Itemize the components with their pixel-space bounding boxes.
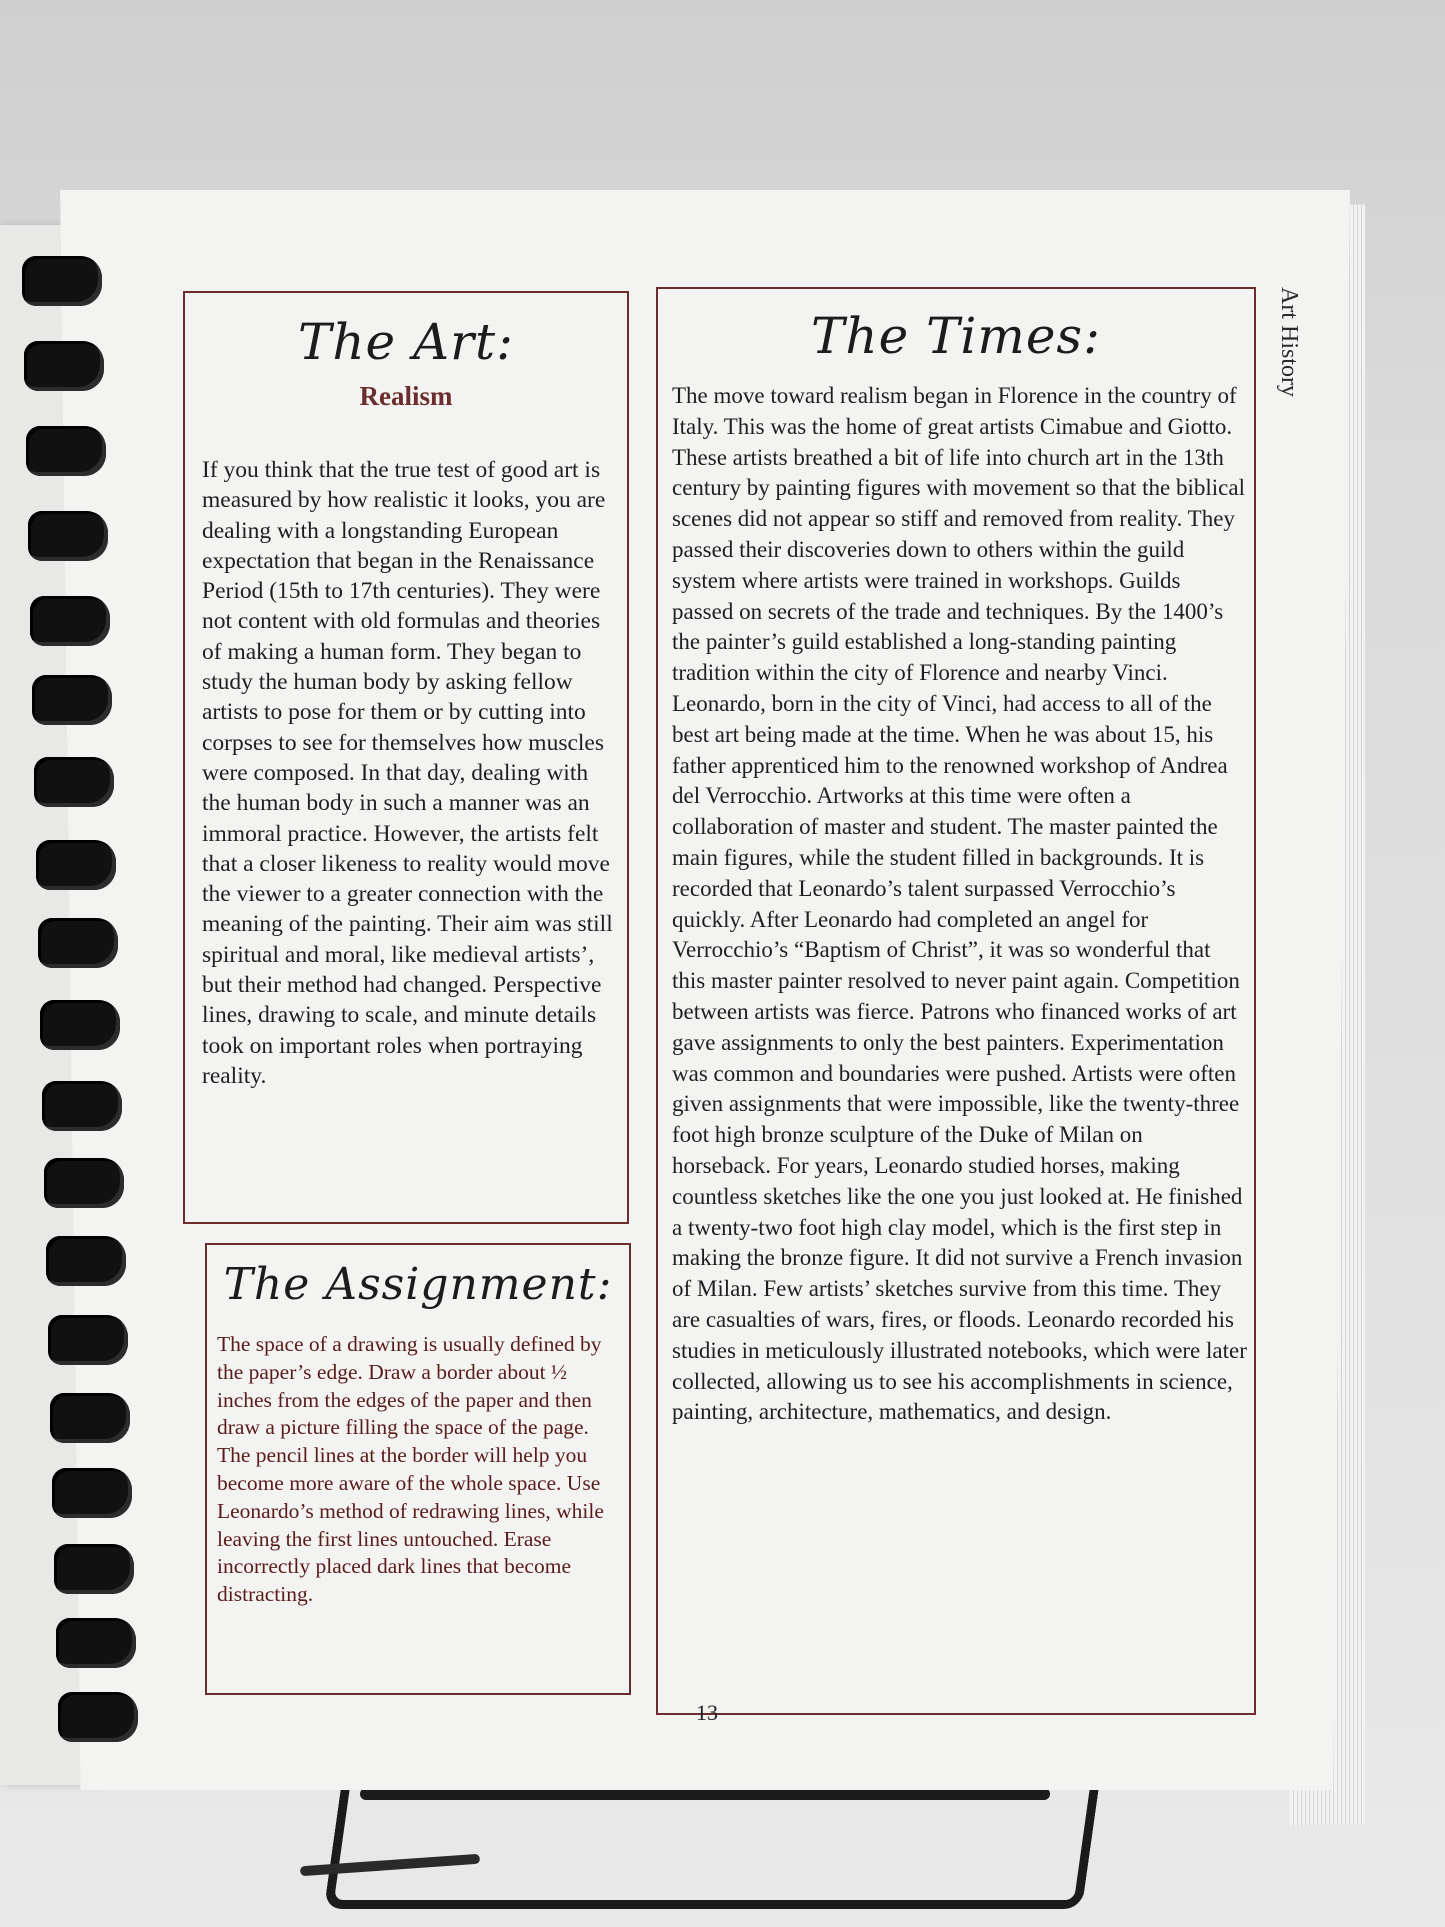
- assignment-section-title: The Assignment:: [223, 1259, 613, 1310]
- spiral-ring: [32, 675, 112, 725]
- running-header: Art History: [1276, 287, 1302, 397]
- art-section-subtitle: Realism: [359, 381, 453, 411]
- spiral-ring: [34, 757, 114, 807]
- spiral-ring: [42, 1081, 122, 1131]
- spiral-ring: [30, 596, 110, 646]
- spiral-ring: [54, 1544, 134, 1594]
- spiral-ring: [44, 1158, 124, 1208]
- spiral-ring: [56, 1618, 136, 1668]
- times-section-title: The Times:: [811, 307, 1101, 365]
- spiral-ring: [48, 1315, 128, 1365]
- spiral-ring: [40, 1000, 120, 1050]
- assignment-section-body: The space of a drawing is usually defined by the paper’s edge. Draw a border about ½ inches from the edges of the paper and then draw a picture filling the space of the page. The pencil lines at the border will help you become more aware of the whole space. Use Leonardo’s method of redrawing lines, while leaving the first lines untouched. Erase incorrectly placed dark lines that become distracting.: [217, 1332, 604, 1607]
- spiral-ring: [26, 426, 106, 476]
- spiral-ring: [22, 256, 102, 306]
- art-section-body: If you think that the true test of good art is measured by how realistic it looks, you are dealing with a longstanding European expectation that began in the Renaissance Period (15th to 17th centuries). They were not content with old formulas and theories of making a human form. They began to study the human body by asking fellow artists to pose for them or by cutting into corpses to see for themselves how muscles were composed. In that day, dealing with the human body in such a manner was an immoral practice. However, the artists felt that a closer likeness to reality would move the viewer to a greater connection with the meaning of the painting. Their aim was still spiritual and moral, like medieval artists’, but their method had changed. Perspective lines, drawing to scale, and minute details took on important roles when portraying reality.: [202, 457, 613, 1089]
- spiral-ring: [46, 1236, 126, 1286]
- spiral-ring: [38, 918, 118, 968]
- spiral-ring: [50, 1393, 130, 1443]
- spiral-ring: [28, 511, 108, 561]
- page-number: 13: [696, 1700, 718, 1725]
- spiral-ring: [36, 840, 116, 890]
- spiral-ring: [24, 341, 104, 391]
- times-section-body: The move toward realism began in Florence in the country of Italy. This was the home of great artists Cimabue and Giotto. These artists breathed a bit of life into church art in the 13th century by painting figures with movement so that the biblical scenes did not appear so stiff and removed from reality. They passed their discoveries down to others within the guild system where artists were trained in workshops. Guilds passed on secrets of the trade and techniques. By the 1400’s the painter’s guild established a long-standing painting tradition within the city of Florence and nearby Vinci. Leonardo, born in the city of Vinci, had access to all of the best art being made at the time. When he was about 15, his father apprenticed him to the renowned workshop of Andrea del Verrocchio. Artworks at this time were often a collaboration of master and student. The master painted the main figures, while the student filled in backgrounds. It is recorded that Leonardo’s talent surpassed Verrocchio’s quickly. After Leonardo had completed an angel for Verrocchio’s “Baptism of Christ”, it was so wonderful that this master painter resolved to never paint again. Competition between artists was fierce. Patrons who financed works of art gave assignments to only the best painters. Experimentation was common and boundaries were pushed. Artists were often given assignments that were impossible, like the twenty-three foot high bronze sculpture of the Duke of Milan on horseback. For years, Leonardo studied horses, making countless sketches like the one you just looked at. He finished a twenty-two foot high clay model, which is the first step in making the bronze figure. It did not survive a French invasion of Milan. Few artists’ sketches survive from this time. They are casualties of wars, fires, or floods. Leonardo recorded his studies in meticulously illustrated notebooks, which were later collected, allowing us to see his accomplishments in science, painting, architecture, mathematics, and design.: [672, 383, 1247, 1425]
- art-section-box: [183, 291, 629, 1224]
- times-section-box: [656, 287, 1256, 1715]
- assignment-section-box: [205, 1243, 631, 1695]
- art-section-title: The Art:: [298, 313, 514, 371]
- spiral-ring: [58, 1692, 138, 1742]
- spiral-ring: [52, 1468, 132, 1518]
